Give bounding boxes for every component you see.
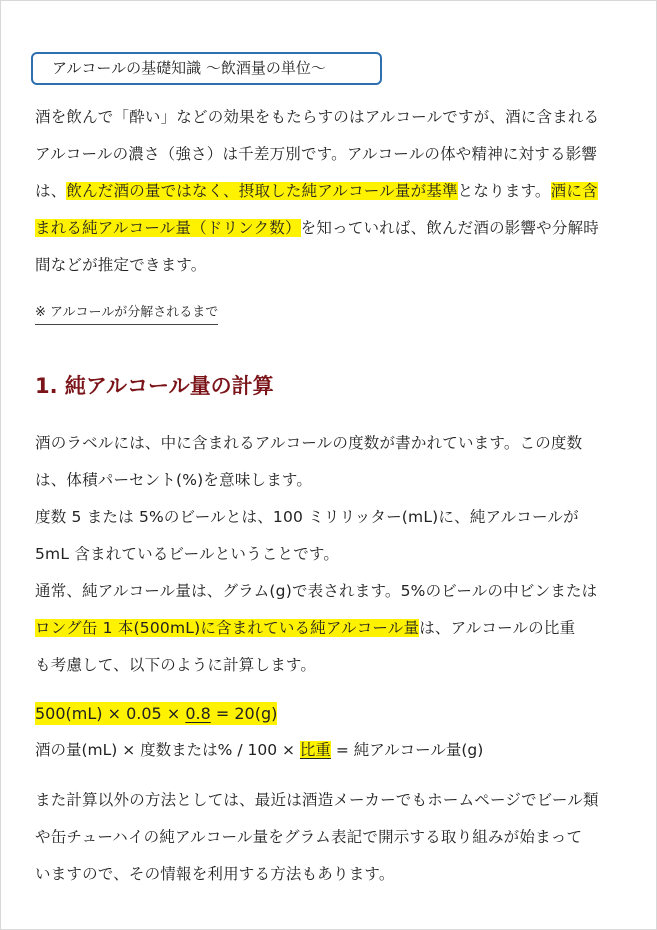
highlight-pure-alcohol-basis: 飲んだ酒の量ではなく、摂取した純アルコール量が基準	[66, 182, 458, 200]
title-box: アルコールの基礎知識 〜飲酒量の単位〜	[31, 52, 382, 85]
decomposition-link[interactable]: ※ アルコールが分解されるまで	[35, 303, 218, 325]
closing-line-3: いますので、その情報を利用する方法もあります。	[35, 865, 395, 883]
intro-line-3-start: は、	[35, 182, 67, 200]
formula-example-gravity: 0.8	[185, 704, 211, 723]
intro-line-4-rest: を知っていれば、飲んだ酒の影響や分解時	[300, 219, 599, 237]
intro-line-2: アルコールの濃さ（強さ）は千差万別です。アルコールの体や精神に対する影響	[35, 145, 598, 163]
formula-general-part1: 酒の量(mL) × 度数または% / 100 ×	[35, 741, 300, 759]
intro-line-5: 間などが推定できます。	[35, 256, 207, 274]
closing-line-2: や缶チューハイの純アルコール量をグラム表記で開示する取り組みが始まって	[35, 828, 583, 846]
highlight-long-can-alcohol: ロング缶 1 本(500mL)に含まれている純アルコール量	[35, 619, 420, 637]
formula-example-highlight	[35, 702, 277, 725]
formula-general	[35, 736, 483, 764]
intro-line-3	[35, 173, 625, 210]
section1-line-3: 度数 5 または 5%のビールとは、100 ミリリッター(mL)に、純アルコールが	[35, 508, 579, 526]
section-heading-pure-alcohol-calc: 1. 純アルコール量の計算	[35, 374, 274, 398]
highlight-drink-count-end: まれる純アルコール量（ドリンク数）	[35, 219, 301, 237]
closing-paragraph	[35, 782, 625, 893]
intro-line-3-mid: となります。	[457, 182, 551, 200]
formula-example-part3: = 20(g)	[210, 704, 278, 723]
intro-line-1: 酒を飲んで「酔い」などの効果をもたらすのはアルコールですが、酒に含まれる	[35, 108, 600, 126]
intro-paragraph	[35, 99, 625, 284]
section1-line-1: 酒のラベルには、中に含まれるアルコールの度数が書かれています。この度数	[35, 434, 583, 452]
formula-general-part3: = 純アルコール量(g)	[330, 741, 484, 759]
intro-line-4	[35, 210, 625, 247]
closing-line-1: また計算以外の方法としては、最近は酒造メーカーでもホームページでビール類	[35, 791, 599, 809]
section1-line-6	[35, 610, 625, 647]
formula-general-gravity: 比重	[299, 741, 331, 759]
highlight-drink-count-start: 酒に含	[550, 182, 598, 200]
section1-line-2: は、体積パーセント(%)を意味します。	[35, 471, 313, 489]
section1-line-6-rest: は、アルコールの比重	[419, 619, 576, 637]
section1-line-5: 通常、純アルコール量は、グラム(g)で表されます。5%のビールの中ビンまたは	[35, 582, 598, 600]
formula-example	[35, 700, 277, 728]
section1-line-4: 5mL 含まれているビールということです。	[35, 545, 340, 563]
section1-line-7: も考慮して、以下のように計算します。	[35, 656, 317, 674]
section1-paragraph	[35, 425, 625, 684]
formula-example-part1: 500(mL) × 0.05 ×	[35, 704, 186, 723]
